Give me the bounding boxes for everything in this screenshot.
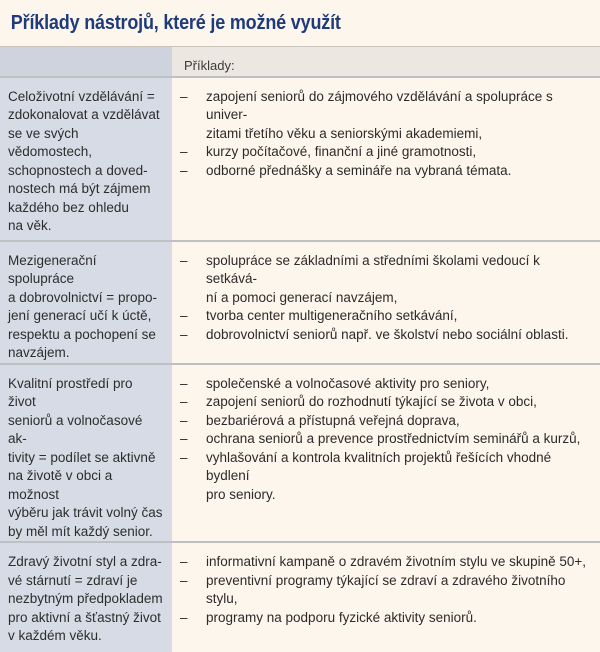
list-item <box>180 307 594 326</box>
area-line: každého bez ohledu <box>8 199 129 215</box>
item-text: zapojení seniorů do zájmového vzdělávání a spolupráce s univer- <box>206 88 553 122</box>
list-item <box>180 162 594 181</box>
page-title: Příklady nástrojů, které je možné využít <box>10 12 341 34</box>
list-item <box>180 375 594 394</box>
header-examples-cell: Příklady: <box>172 47 600 77</box>
dash-bullet: – <box>180 162 188 178</box>
area-line: schopnostech a doved- <box>8 162 148 178</box>
item-text: ní a pomoci generací navzájem, <box>206 289 398 305</box>
item-text: kurzy počítačové, finanční a jiné gramotnosti, <box>206 144 477 159</box>
dash-bullet: – <box>180 252 188 268</box>
item-text: spolupráce se základními a středními školami vedoucí k setkává- <box>206 252 540 286</box>
table-row <box>0 241 600 364</box>
list-item <box>180 252 594 308</box>
area-line: nezbytným předpokladem <box>8 591 163 606</box>
dash-bullet: – <box>180 431 188 446</box>
list-item <box>180 412 594 431</box>
item-text: pro seniory. <box>206 486 276 502</box>
list-item <box>180 553 594 572</box>
list-item <box>180 393 594 412</box>
header-area-cell <box>0 47 172 77</box>
table-row <box>0 364 600 543</box>
item-text: ochrana seniorů a prevence prostřednictvím seminářů a kurzů, <box>206 431 581 446</box>
area-line: v každém věku. <box>8 628 102 643</box>
dash-bullet: – <box>180 449 188 465</box>
area-line: na věk. <box>8 218 52 233</box>
dash-bullet: – <box>180 88 188 104</box>
area-line: Zdravý životní styl a zdra- <box>8 554 162 569</box>
dash-bullet: – <box>180 554 188 569</box>
examples-cell <box>172 241 600 364</box>
area-line: zdokonalovat a vzdělávat <box>8 107 160 122</box>
area-line: by měl mít každý senior. <box>8 523 153 539</box>
area-line: tivity = podílet se aktivně <box>8 449 156 465</box>
dash-bullet: – <box>180 572 188 588</box>
list-item <box>180 143 594 162</box>
item-text: společenské a volnočasové aktivity pro seniory, <box>206 375 490 391</box>
area-line: jení generací učí k úctě, <box>8 308 152 323</box>
dash-bullet: – <box>180 144 188 159</box>
dash-bullet: – <box>180 394 188 409</box>
area-line: výběru jak trávit volný čas <box>8 505 163 520</box>
area-cell <box>0 542 172 652</box>
item-text: odborné přednášky a semináře na vybraná témata. <box>206 162 512 178</box>
table-row <box>0 542 600 652</box>
area-cell <box>0 241 172 364</box>
area-line: respektu a pochopení se <box>8 326 156 342</box>
examples-cell <box>172 542 600 652</box>
dash-bullet: – <box>180 375 188 391</box>
table-header-row <box>0 47 600 77</box>
dash-bullet: – <box>180 326 188 342</box>
item-text: dobrovolnictví seniorů např. ve školství nebo sociální oblasti. <box>206 326 569 342</box>
examples-cell <box>172 77 600 241</box>
area-line: Mezigenerační spolupráce <box>8 252 97 286</box>
area-line: vé stárnutí = zdraví je <box>8 572 138 588</box>
dash-bullet: – <box>180 308 188 323</box>
area-cell <box>0 364 172 543</box>
tools-table <box>0 46 600 652</box>
area-line: nostech má být zájmem <box>8 181 151 196</box>
table-row <box>0 77 600 241</box>
item-text: tvorba center multigeneračního setkávání, <box>206 308 458 323</box>
item-text: preventivní programy týkající se zdraví a zdravého životního stylu, <box>206 572 566 606</box>
dash-bullet: – <box>180 412 188 428</box>
examples-cell <box>172 364 600 543</box>
item-text: informativní kampaně o zdravém životním stylu ve skupině 50+, <box>206 554 587 569</box>
area-line: seniorů a volnočasové ak- <box>8 412 143 446</box>
list-item <box>180 449 594 505</box>
item-text: programy na podporu fyzické aktivity seniorů. <box>206 609 477 625</box>
item-text: zapojení seniorů do rozhodnutí týkající se života v obci, <box>206 394 537 409</box>
list-item <box>180 326 594 345</box>
item-text: vyhlašování a kontrola kvalitních projektů řešících vhodné bydlení <box>206 449 552 483</box>
list-item <box>180 430 594 449</box>
area-line: Kvalitní prostředí pro život <box>8 375 133 409</box>
area-line: Celoživotní vzdělávání = <box>8 88 155 104</box>
area-cell <box>0 77 172 241</box>
item-text: zitami třetího věku a seniorskými akademiemi, <box>206 125 483 141</box>
item-text: bezbariérová a přístupná veřejná doprava, <box>206 412 460 428</box>
list-item <box>180 572 594 609</box>
list-item <box>180 88 594 144</box>
area-line: pro aktivní a šťastný život <box>8 609 161 625</box>
area-line: na životě v obci a možnost <box>8 468 113 502</box>
area-line: navzájem. <box>8 345 70 360</box>
area-line: a dobrovolnictví = propo- <box>8 289 157 305</box>
dash-bullet: – <box>180 609 188 625</box>
area-line: se ve svých vědomostech, <box>8 125 93 159</box>
list-item <box>180 609 594 628</box>
